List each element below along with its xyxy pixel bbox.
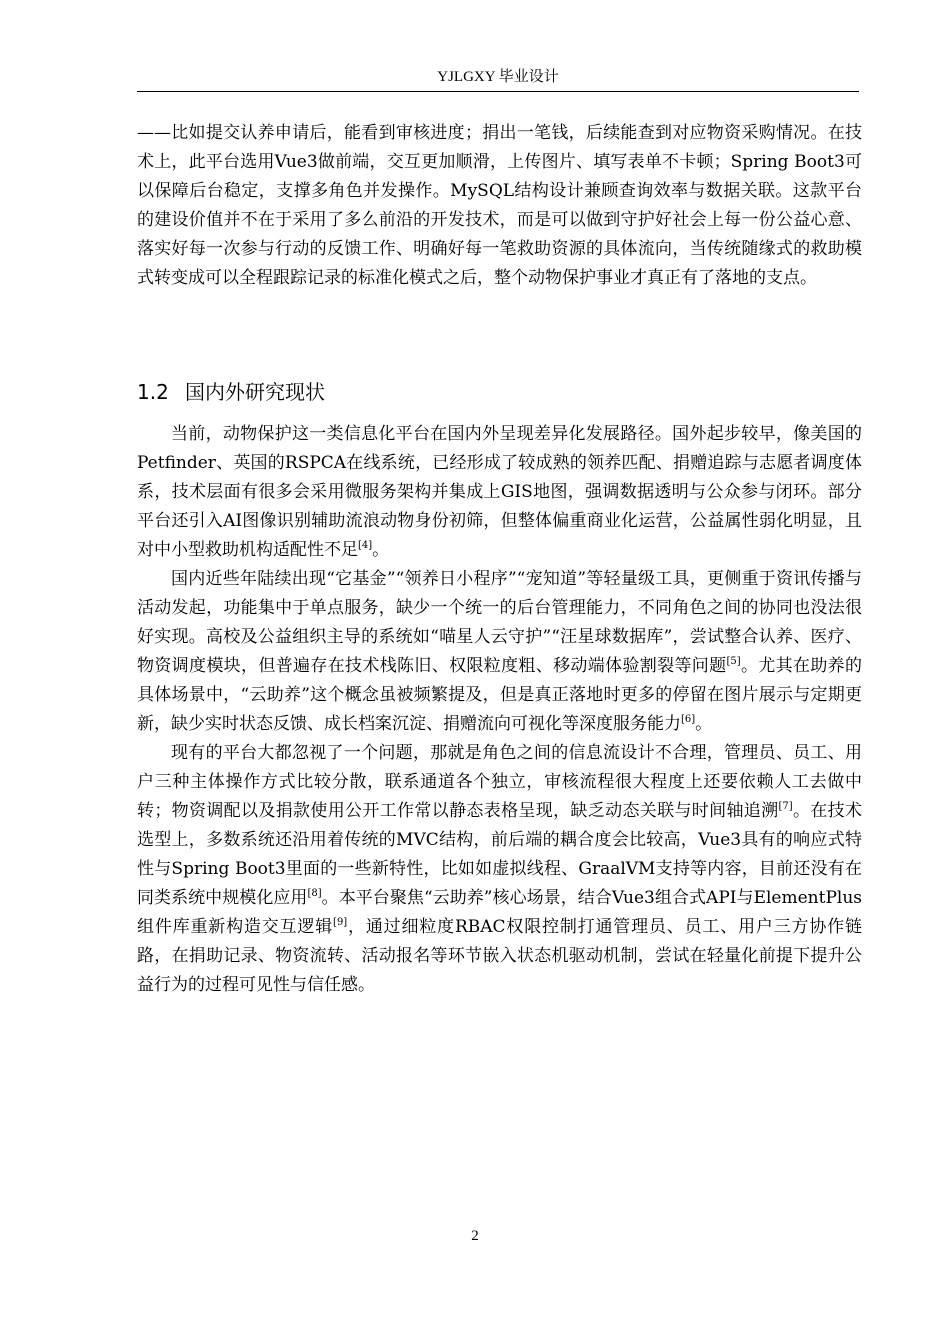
citation-9: [9] xyxy=(333,917,348,928)
paragraph-1-text: 当前，动物保护这一类信息化平台在国内外呈现差异化发展路径。国外起步较早，像美国的Petfinder、英国的RSPCA在线系统，已经形成了较成熟的领养匹配、捐赠追踪与志愿者调度体系，技术层面有很多会采用微服务架构并集成上GIS地图，强调数据透明与公众参与闭环。部分平台还引入AI图像识别辅助流浪动物身份初筛，但整体偏重商业化运营，公益属性弱化明显，且对中小型救助机构适配性不足 xyxy=(137,424,862,560)
paragraph-3-text-4: ，通过细粒度RBAC权限控制打通管理员、员工、用户三方协作链路，在捐助记录、物资流转、活动报名等环节嵌入状态机驱动机制，尝试在轻量化前提下提升公益行为的过程可见性与信任感。 xyxy=(137,917,862,995)
page-number xyxy=(0,1226,950,1246)
paragraph-2-text-2: 。尤其在助养的具体场景中，“云助养”这个概念虽被频繁提及，但是真正落地时更多的停留在图片展示与定期更新，缺少实时状态反馈、成长档案沉淀、捐赠流向可视化等深度服务能力 xyxy=(137,656,863,734)
paragraph-2-tail: 。 xyxy=(695,714,713,734)
section-body xyxy=(137,420,862,1000)
citation-8: [8] xyxy=(307,888,322,899)
citation-5: [5] xyxy=(726,656,741,667)
paragraph-2-text-1: 国内近些年陆续出现“它基金”“领养日小程序”“宠知道”等轻量级工具，更侧重于资讯传播与活动发起，功能集中于单点服务，缺少一个统一的后台管理能力，不同角色之间的协同也没法很好实现。高校及公益组织主导的系统如“喵星人云守护”“汪星球数据库”，尝试整合认养、医疗、物资调度模块，但普遍存在技术栈陈旧、权限粒度粗、移动端体验割裂等问题 xyxy=(137,569,862,676)
header-title: YJLGXY 毕业设计 xyxy=(437,69,559,85)
paragraph-3-text-2: 。在技术选型上，多数系统还沿用着传统的MVC结构，前后端的耦合度会比较高，Vue3具有的响应式特性与Spring Boot3里面的一些新特性，比如如虚拟线程、GraalVM支持等内容，目前还没有在同类系统中规模化应用 xyxy=(137,801,863,908)
paragraph-3 xyxy=(137,739,862,1000)
intro-paragraph: ——比如提交认养申请后，能看到审核进度；捐出一笔钱，后续能查到对应物资采购情况。在技术上，此平台选用Vue3做前端，交互更加顺滑，上传图片、填写表单不卡顿；Spring Boot3可以保障后台稳定，支撑多角色并发操作。MySQL结构设计兼顾查询效率与数据关联。这款平台的建设价值并不在于采用了多么前沿的开发技术，而是可以做到守护好社会上每一份公益心意、落实好每一次参与行动的反馈工作、明确好每一笔救助资源的具体流向，当传统随缘式的救助模式转变成可以全程跟踪记录的标准化模式之后，整个动物保护事业才真正有了落地的支点。 xyxy=(137,123,862,288)
paragraph-2 xyxy=(137,565,862,739)
intro-block xyxy=(137,119,862,293)
section-title: 国内外研究现状 xyxy=(185,380,325,404)
citation-6: [6] xyxy=(681,714,696,725)
citation-4: [4] xyxy=(358,540,373,551)
paragraph-3-text-1: 现有的平台大都忽视了一个问题，那就是角色之间的信息流设计不合理，管理员、员工、用户三种主体操作方式比较分散，联系通道各个独立，审核流程很大程度上还要依赖人工去做中转；物资调配以及捐款使用公开工作常以静态表格呈现，缺乏动态关联与时间轴追溯 xyxy=(137,743,862,821)
page-number-text: 2 xyxy=(471,1228,479,1244)
paragraph-1 xyxy=(137,420,862,565)
paragraph-1-tail: 。 xyxy=(372,540,390,560)
paragraph-3-text-3: 。本平台聚焦“云助养”核心场景，结合Vue3组合式API与ElementPlus组件库重新构造交互逻辑 xyxy=(137,888,862,937)
section-number: 1.2 xyxy=(137,380,169,404)
page-header xyxy=(137,66,859,92)
citation-7: [7] xyxy=(778,801,793,812)
section-heading xyxy=(137,378,325,406)
